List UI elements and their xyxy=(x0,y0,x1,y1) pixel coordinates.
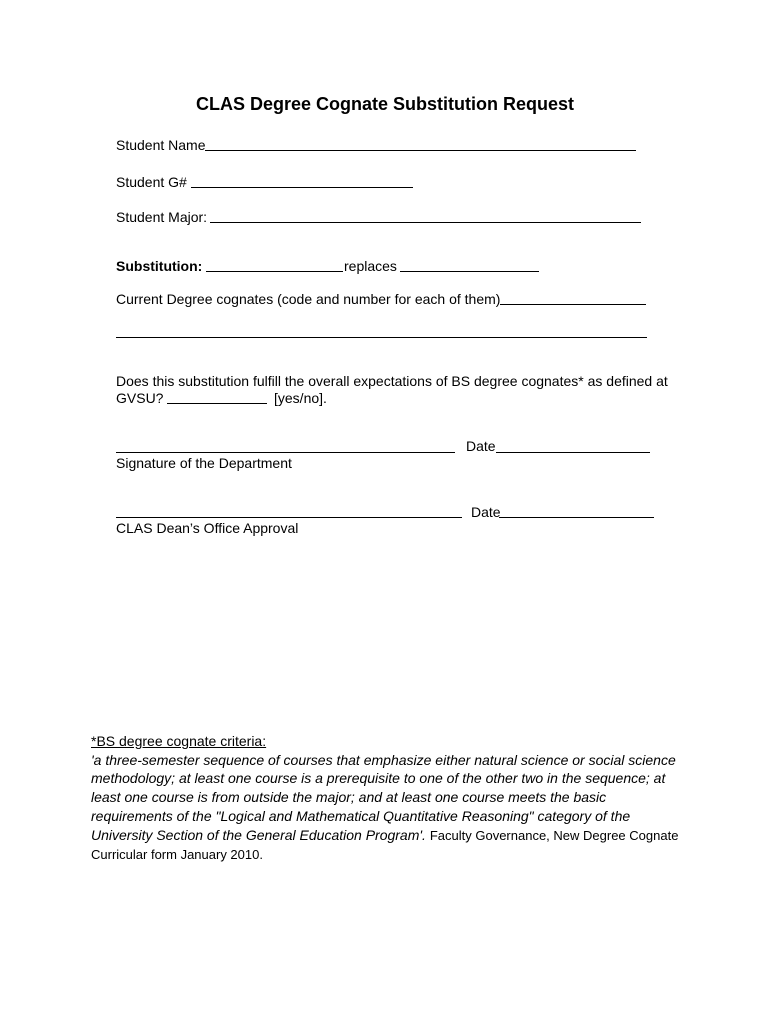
student-major-field[interactable] xyxy=(210,222,641,223)
department-signature-field[interactable] xyxy=(116,452,455,453)
footnote-line: requirements of the "Logical and Mathematical Quantitative Reasoning" category of the xyxy=(91,808,631,824)
department-date-field[interactable] xyxy=(496,452,650,453)
footnote-line: least one course is from outside the major; and at least one course meets the basic xyxy=(91,789,607,805)
yes-no-hint: [yes/no]. xyxy=(274,390,327,406)
cognate-question-line1: Does this substitution fulfill the overall expectations of BS degree cognates* as defined at xyxy=(116,373,668,389)
student-name-field[interactable] xyxy=(205,150,636,151)
student-g-label: Student G# xyxy=(116,174,187,190)
department-date-label: Date xyxy=(466,438,496,454)
replaces-field[interactable] xyxy=(400,271,539,272)
footnote-source-date: Curricular form January 2010. xyxy=(91,847,263,862)
footnote-heading: *BS degree cognate criteria: xyxy=(91,733,267,749)
current-cognates-field[interactable] xyxy=(500,304,646,305)
dean-approval-label: CLAS Dean’s Office Approval xyxy=(116,520,299,536)
footnote-line: University Section of the General Education Program'. Faculty Governance, New Degree Cognate xyxy=(91,827,679,843)
footnote-source: Faculty Governance, New Degree Cognate xyxy=(429,828,679,843)
substitution-field[interactable] xyxy=(206,271,343,272)
replaces-label: replaces xyxy=(344,258,397,274)
dean-date-label: Date xyxy=(471,504,501,520)
student-g-field[interactable] xyxy=(191,187,413,188)
current-cognates-label: Current Degree cognates (code and number for each of them) xyxy=(116,291,501,307)
student-major-label: Student Major: xyxy=(116,209,208,225)
footnote-line: methodology; at least one course is a prerequisite to one of the other two in the sequence; at xyxy=(91,770,666,786)
current-cognates-field-continued[interactable] xyxy=(116,337,647,338)
page-title: CLAS Degree Cognate Substitution Request xyxy=(195,94,575,114)
student-name-label: Student Name xyxy=(116,137,206,153)
dean-approval-signature-field[interactable] xyxy=(116,517,462,518)
cognate-question-gvsu: GVSU? xyxy=(116,390,164,406)
footnote-line: 'a three-semester sequence of courses that emphasize either natural science or social science xyxy=(91,752,676,768)
substitution-label: Substitution: xyxy=(116,258,203,274)
yes-no-field[interactable] xyxy=(167,403,267,404)
department-signature-label: Signature of the Department xyxy=(116,455,292,471)
dean-date-field[interactable] xyxy=(499,517,654,518)
